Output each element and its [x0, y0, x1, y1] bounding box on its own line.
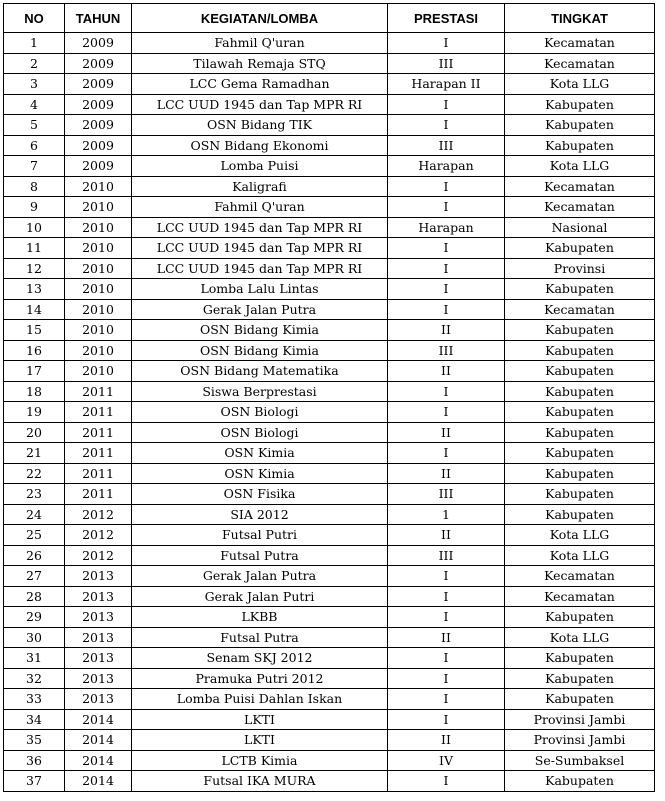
table-row — [4, 709, 655, 730]
cell-no: 17 — [4, 361, 65, 382]
cell-kegiatan: Tilawah Remaja STQ — [132, 53, 388, 74]
cell-tahun: 2009 — [65, 156, 132, 177]
cell-kegiatan: OSN Kimia — [132, 463, 388, 484]
cell-tingkat: Kota LLG — [505, 74, 655, 95]
table-row — [4, 504, 655, 525]
header-tahun: TAHUN — [65, 4, 132, 33]
cell-prestasi: I — [388, 94, 505, 115]
cell-prestasi: 1 — [388, 504, 505, 525]
cell-prestasi: II — [388, 730, 505, 751]
cell-tingkat: Kabupaten — [505, 648, 655, 669]
table-row — [4, 566, 655, 587]
cell-prestasi: I — [388, 238, 505, 259]
cell-tingkat: Kabupaten — [505, 443, 655, 464]
cell-tingkat: Kabupaten — [505, 771, 655, 792]
cell-kegiatan: LCC UUD 1945 dan Tap MPR RI — [132, 94, 388, 115]
cell-tahun: 2013 — [65, 627, 132, 648]
header-kegiatan: KEGIATAN/LOMBA — [132, 4, 388, 33]
cell-no: 24 — [4, 504, 65, 525]
table-row — [4, 197, 655, 218]
cell-tingkat: Provinsi Jambi — [505, 730, 655, 751]
cell-no: 23 — [4, 484, 65, 505]
cell-tingkat: Provinsi Jambi — [505, 709, 655, 730]
table-row — [4, 135, 655, 156]
cell-kegiatan: OSN Bidang Kimia — [132, 340, 388, 361]
cell-tahun: 2010 — [65, 176, 132, 197]
cell-kegiatan: Futsal Putra — [132, 545, 388, 566]
header-tingkat: TINGKAT — [505, 4, 655, 33]
cell-no: 31 — [4, 648, 65, 669]
table-row — [4, 484, 655, 505]
cell-prestasi: I — [388, 33, 505, 54]
cell-prestasi: I — [388, 566, 505, 587]
cell-tingkat: Kabupaten — [505, 320, 655, 341]
cell-tingkat: Kabupaten — [505, 361, 655, 382]
cell-prestasi: III — [388, 545, 505, 566]
cell-tingkat: Kabupaten — [505, 135, 655, 156]
cell-no: 27 — [4, 566, 65, 587]
cell-kegiatan: OSN Bidang TIK — [132, 115, 388, 136]
cell-prestasi: I — [388, 607, 505, 628]
cell-kegiatan: LCC UUD 1945 dan Tap MPR RI — [132, 238, 388, 259]
header-no: NO — [4, 4, 65, 33]
cell-kegiatan: Lomba Puisi Dahlan Iskan — [132, 689, 388, 710]
cell-tingkat: Kecamatan — [505, 586, 655, 607]
table-row — [4, 525, 655, 546]
cell-tahun: 2013 — [65, 586, 132, 607]
cell-no: 16 — [4, 340, 65, 361]
cell-prestasi: II — [388, 361, 505, 382]
cell-tahun: 2010 — [65, 238, 132, 259]
cell-kegiatan: Siswa Berprestasi — [132, 381, 388, 402]
cell-tahun: 2012 — [65, 525, 132, 546]
table-row — [4, 771, 655, 792]
table-body — [4, 33, 655, 792]
cell-tingkat: Kabupaten — [505, 115, 655, 136]
cell-prestasi: IV — [388, 750, 505, 771]
cell-prestasi: II — [388, 463, 505, 484]
cell-tingkat: Kabupaten — [505, 94, 655, 115]
table-row — [4, 238, 655, 259]
cell-prestasi: Harapan — [388, 217, 505, 238]
cell-tahun: 2014 — [65, 730, 132, 751]
cell-no: 5 — [4, 115, 65, 136]
cell-no: 2 — [4, 53, 65, 74]
cell-no: 7 — [4, 156, 65, 177]
table-row — [4, 422, 655, 443]
cell-kegiatan: OSN Bidang Kimia — [132, 320, 388, 341]
cell-kegiatan: Lomba Lalu Lintas — [132, 279, 388, 300]
cell-kegiatan: OSN Biologi — [132, 422, 388, 443]
cell-tahun: 2010 — [65, 340, 132, 361]
cell-tingkat: Kabupaten — [505, 340, 655, 361]
cell-tahun: 2010 — [65, 320, 132, 341]
cell-kegiatan: OSN Kimia — [132, 443, 388, 464]
table-row — [4, 279, 655, 300]
cell-tingkat: Kabupaten — [505, 238, 655, 259]
table-row — [4, 648, 655, 669]
cell-tahun: 2009 — [65, 94, 132, 115]
cell-kegiatan: OSN Fisika — [132, 484, 388, 505]
cell-no: 33 — [4, 689, 65, 710]
cell-prestasi: I — [388, 258, 505, 279]
cell-tingkat: Kecamatan — [505, 299, 655, 320]
table-row — [4, 156, 655, 177]
cell-no: 30 — [4, 627, 65, 648]
cell-kegiatan: Lomba Puisi — [132, 156, 388, 177]
cell-prestasi: I — [388, 709, 505, 730]
table-row — [4, 217, 655, 238]
cell-tingkat: Kabupaten — [505, 279, 655, 300]
cell-kegiatan: Futsal Putra — [132, 627, 388, 648]
cell-tahun: 2013 — [65, 566, 132, 587]
cell-prestasi: I — [388, 381, 505, 402]
table-row — [4, 689, 655, 710]
table-row — [4, 258, 655, 279]
table-row — [4, 320, 655, 341]
cell-no: 12 — [4, 258, 65, 279]
cell-tahun: 2012 — [65, 545, 132, 566]
table-row — [4, 74, 655, 95]
cell-tingkat: Kecamatan — [505, 566, 655, 587]
table-row — [4, 299, 655, 320]
table-row — [4, 463, 655, 484]
cell-prestasi: II — [388, 627, 505, 648]
cell-tahun: 2010 — [65, 299, 132, 320]
cell-kegiatan: LKTI — [132, 730, 388, 751]
cell-kegiatan: Gerak Jalan Putri — [132, 586, 388, 607]
cell-prestasi: I — [388, 279, 505, 300]
table-row — [4, 668, 655, 689]
cell-tahun: 2014 — [65, 709, 132, 730]
cell-tingkat: Provinsi — [505, 258, 655, 279]
cell-tahun: 2011 — [65, 484, 132, 505]
cell-kegiatan: LCC UUD 1945 dan Tap MPR RI — [132, 217, 388, 238]
cell-no: 1 — [4, 33, 65, 54]
cell-tingkat: Kota LLG — [505, 545, 655, 566]
cell-no: 29 — [4, 607, 65, 628]
cell-tingkat: Kota LLG — [505, 156, 655, 177]
cell-no: 18 — [4, 381, 65, 402]
table-row — [4, 33, 655, 54]
table-row — [4, 750, 655, 771]
cell-no: 15 — [4, 320, 65, 341]
cell-no: 14 — [4, 299, 65, 320]
cell-tingkat: Kabupaten — [505, 422, 655, 443]
cell-kegiatan: LCC Gema Ramadhan — [132, 74, 388, 95]
cell-tingkat: Kabupaten — [505, 504, 655, 525]
table-row — [4, 443, 655, 464]
table-row — [4, 545, 655, 566]
cell-kegiatan: Fahmil Q'uran — [132, 197, 388, 218]
cell-prestasi: III — [388, 135, 505, 156]
cell-tahun: 2009 — [65, 53, 132, 74]
cell-kegiatan: LKTI — [132, 709, 388, 730]
cell-prestasi: I — [388, 197, 505, 218]
cell-tingkat: Kota LLG — [505, 525, 655, 546]
cell-prestasi: III — [388, 53, 505, 74]
cell-tahun: 2013 — [65, 648, 132, 669]
cell-no: 13 — [4, 279, 65, 300]
cell-tingkat: Kabupaten — [505, 402, 655, 423]
cell-tingkat: Kecamatan — [505, 176, 655, 197]
cell-tingkat: Kota LLG — [505, 627, 655, 648]
cell-no: 3 — [4, 74, 65, 95]
cell-tingkat: Kabupaten — [505, 463, 655, 484]
cell-tahun: 2014 — [65, 771, 132, 792]
cell-tahun: 2011 — [65, 443, 132, 464]
cell-no: 25 — [4, 525, 65, 546]
header-prestasi: PRESTASI — [388, 4, 505, 33]
cell-kegiatan: Pramuka Putri 2012 — [132, 668, 388, 689]
cell-prestasi: Harapan II — [388, 74, 505, 95]
cell-tingkat: Kabupaten — [505, 484, 655, 505]
cell-prestasi: Harapan — [388, 156, 505, 177]
cell-prestasi: I — [388, 648, 505, 669]
table-row — [4, 176, 655, 197]
cell-tahun: 2010 — [65, 279, 132, 300]
cell-tahun: 2009 — [65, 33, 132, 54]
cell-tingkat: Se-Sumbaksel — [505, 750, 655, 771]
cell-no: 8 — [4, 176, 65, 197]
cell-kegiatan: OSN Biologi — [132, 402, 388, 423]
cell-no: 28 — [4, 586, 65, 607]
cell-prestasi: III — [388, 340, 505, 361]
cell-kegiatan: Gerak Jalan Putra — [132, 566, 388, 587]
cell-tingkat: Kabupaten — [505, 381, 655, 402]
table-row — [4, 361, 655, 382]
cell-tahun: 2011 — [65, 381, 132, 402]
cell-tingkat: Kabupaten — [505, 607, 655, 628]
table-row — [4, 53, 655, 74]
cell-kegiatan: OSN Bidang Matematika — [132, 361, 388, 382]
cell-tahun: 2009 — [65, 135, 132, 156]
cell-kegiatan: Futsal Putri — [132, 525, 388, 546]
cell-tahun: 2013 — [65, 607, 132, 628]
cell-no: 22 — [4, 463, 65, 484]
cell-tahun: 2011 — [65, 463, 132, 484]
cell-tingkat: Kabupaten — [505, 689, 655, 710]
table-row — [4, 115, 655, 136]
cell-prestasi: II — [388, 320, 505, 341]
cell-kegiatan: LKBB — [132, 607, 388, 628]
cell-tahun: 2011 — [65, 422, 132, 443]
cell-no: 20 — [4, 422, 65, 443]
cell-kegiatan: Gerak Jalan Putra — [132, 299, 388, 320]
cell-no: 34 — [4, 709, 65, 730]
cell-tahun: 2012 — [65, 504, 132, 525]
cell-prestasi: II — [388, 422, 505, 443]
cell-prestasi: I — [388, 115, 505, 136]
cell-tahun: 2010 — [65, 258, 132, 279]
cell-tingkat: Kabupaten — [505, 668, 655, 689]
cell-prestasi: I — [388, 586, 505, 607]
cell-no: 10 — [4, 217, 65, 238]
cell-no: 19 — [4, 402, 65, 423]
cell-prestasi: I — [388, 443, 505, 464]
cell-kegiatan: LCTB Kimia — [132, 750, 388, 771]
cell-kegiatan: LCC UUD 1945 dan Tap MPR RI — [132, 258, 388, 279]
table-row — [4, 627, 655, 648]
cell-tahun: 2011 — [65, 402, 132, 423]
table-row — [4, 402, 655, 423]
cell-prestasi: I — [388, 689, 505, 710]
table-row — [4, 94, 655, 115]
cell-no: 35 — [4, 730, 65, 751]
cell-prestasi: II — [388, 525, 505, 546]
cell-tahun: 2013 — [65, 668, 132, 689]
cell-tahun: 2009 — [65, 74, 132, 95]
cell-kegiatan: Kaligrafi — [132, 176, 388, 197]
table-header-row — [4, 4, 655, 33]
cell-kegiatan: Futsal IKA MURA — [132, 771, 388, 792]
cell-prestasi: I — [388, 402, 505, 423]
cell-tahun: 2010 — [65, 361, 132, 382]
table-row — [4, 586, 655, 607]
cell-kegiatan: Fahmil Q'uran — [132, 33, 388, 54]
table-row — [4, 730, 655, 751]
achievement-table — [3, 3, 655, 792]
cell-no: 9 — [4, 197, 65, 218]
cell-no: 32 — [4, 668, 65, 689]
cell-tahun: 2013 — [65, 689, 132, 710]
cell-tahun: 2010 — [65, 217, 132, 238]
cell-no: 26 — [4, 545, 65, 566]
cell-tahun: 2014 — [65, 750, 132, 771]
cell-tingkat: Nasional — [505, 217, 655, 238]
cell-kegiatan: SIA 2012 — [132, 504, 388, 525]
cell-no: 21 — [4, 443, 65, 464]
table-row — [4, 340, 655, 361]
cell-tahun: 2009 — [65, 115, 132, 136]
cell-prestasi: I — [388, 299, 505, 320]
cell-no: 4 — [4, 94, 65, 115]
cell-tingkat: Kecamatan — [505, 197, 655, 218]
achievement-table-container — [3, 3, 655, 792]
table-row — [4, 381, 655, 402]
cell-kegiatan: OSN Bidang Ekonomi — [132, 135, 388, 156]
cell-prestasi: I — [388, 176, 505, 197]
cell-no: 11 — [4, 238, 65, 259]
cell-tingkat: Kecamatan — [505, 53, 655, 74]
table-row — [4, 607, 655, 628]
cell-no: 36 — [4, 750, 65, 771]
cell-tingkat: Kecamatan — [505, 33, 655, 54]
cell-prestasi: I — [388, 668, 505, 689]
cell-tahun: 2010 — [65, 197, 132, 218]
cell-no: 37 — [4, 771, 65, 792]
cell-kegiatan: Senam SKJ 2012 — [132, 648, 388, 669]
cell-prestasi: I — [388, 771, 505, 792]
cell-prestasi: III — [388, 484, 505, 505]
cell-no: 6 — [4, 135, 65, 156]
